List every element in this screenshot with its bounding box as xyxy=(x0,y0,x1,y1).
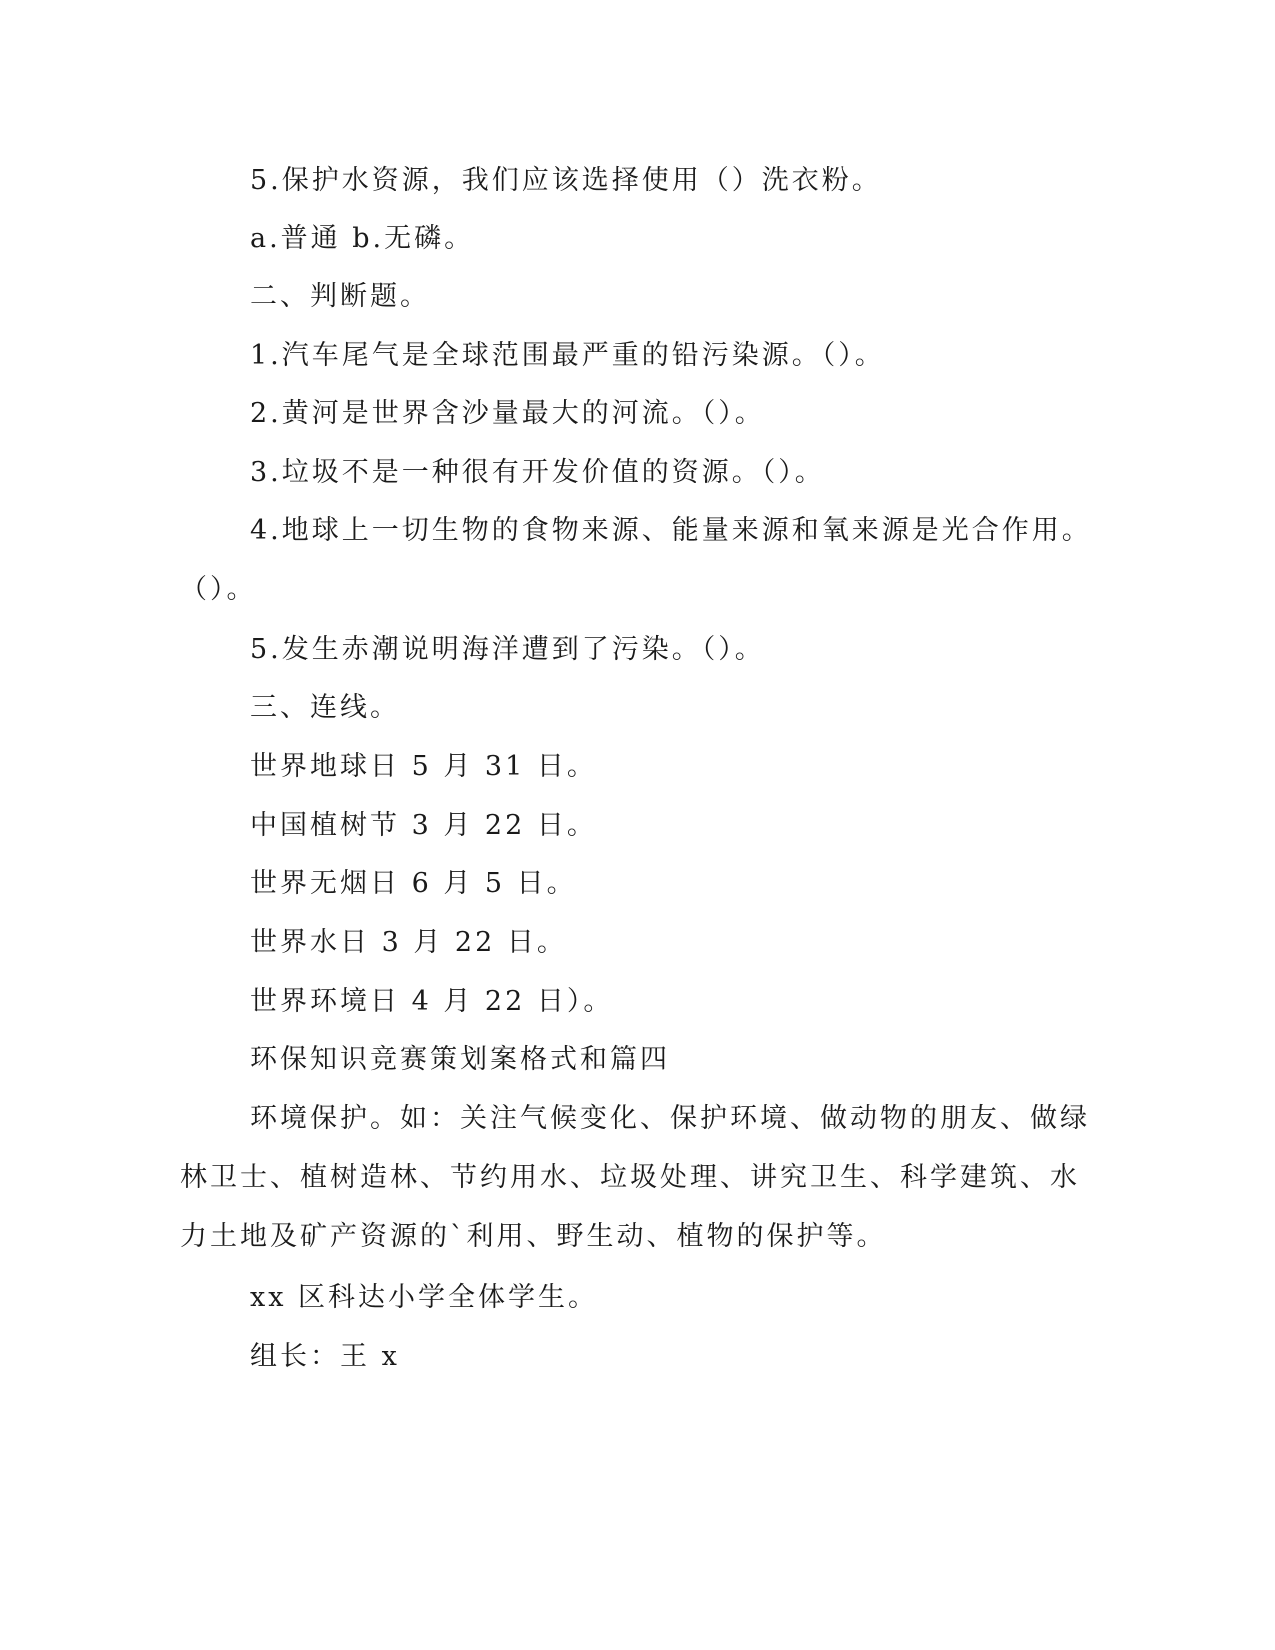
judgement-4: 4.地球上一切生物的食物来源、能量来源和氧来源是光合作用。 xyxy=(250,515,1092,546)
matching-item-environment-day: 世界环境日 4 月 22 日）。 xyxy=(250,986,614,1017)
section-heading-matching: 三、连线。 xyxy=(250,692,400,723)
judgement-1: 1.汽车尾气是全球范围最严重的铅污染源。（）。 xyxy=(250,340,885,371)
paragraph-line-2: 林卫士、植树造林、节约用水、垃圾处理、讲究卫生、科学建筑、水 xyxy=(180,1162,1080,1193)
judgement-2: 2.黄河是世界含沙量最大的河流。（）。 xyxy=(250,398,765,429)
question-5-options: a.普通 b.无磷。 xyxy=(250,223,475,254)
matching-item-arbor-day: 中国植树节 3 月 22 日。 xyxy=(250,810,597,841)
section-heading-true-false: 二、判断题。 xyxy=(250,281,430,312)
team-leader-line: 组长：王 x xyxy=(250,1341,400,1372)
matching-item-no-tobacco-day: 世界无烟日 6 月 5 日。 xyxy=(250,868,577,899)
paragraph-line-3: 力土地及矿产资源的`利用、野生动、植物的保护等。 xyxy=(180,1221,887,1252)
judgement-4-continued: （）。 xyxy=(180,574,257,605)
paragraph-line-1: 环境保护。如：关注气候变化、保护环境、做动物的朋友、做绿 xyxy=(250,1103,1090,1134)
question-5-water: 5.保护水资源，我们应该选择使用（）洗衣粉。 xyxy=(250,165,882,196)
section-title-part-four: 环保知识竞赛策划案格式和篇四 xyxy=(250,1044,670,1075)
judgement-5: 5.发生赤潮说明海洋遭到了污染。（）。 xyxy=(250,634,765,665)
matching-item-water-day: 世界水日 3 月 22 日。 xyxy=(250,927,567,958)
matching-item-earth-day: 世界地球日 5 月 31 日。 xyxy=(250,751,597,782)
judgement-3: 3.垃圾不是一种很有开发价值的资源。（）。 xyxy=(250,457,825,488)
participants-line: xx 区科达小学全体学生。 xyxy=(250,1282,599,1313)
